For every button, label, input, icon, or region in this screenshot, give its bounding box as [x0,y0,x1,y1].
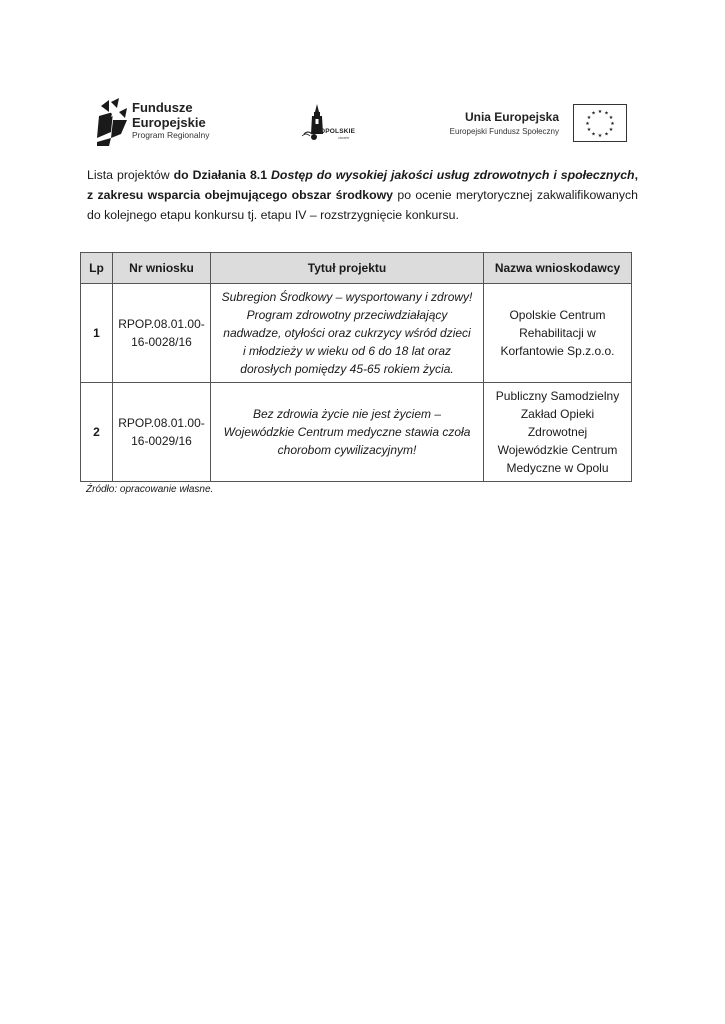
opolskie-logo-tagline: otwarte [338,136,350,140]
table-row [81,284,632,383]
cell-nr-line: RPOP.08.01.00- [118,416,205,430]
svg-text:★: ★ [597,109,603,115]
ue-logo-line1: Unia Europejska [464,110,559,124]
cell-applicant [484,284,632,383]
cell-applicant-line: Zakład Opieki [520,407,595,421]
fe-logo-line3: Program Regionalny [132,130,210,140]
cell-title-line: i młodzieży w wieku od 6 do 18 lat oraz [242,344,452,358]
svg-text:★: ★ [608,115,614,121]
svg-text:★: ★ [586,127,592,133]
cell-title-line: dorosłych pomiędzy 45-65 rokiem życia. [240,362,454,376]
opolskie-logo-name: OPOLSKIE [320,128,356,135]
ue-logo-line2: Europejski Fundusz Społeczny [449,127,559,136]
cell-title-line: Bez zdrowia życie nie jest życiem – [252,407,442,421]
fe-logo-line2: Europejskie [132,115,206,130]
cell-nr-line: 16-0028/16 [131,335,192,349]
cell-applicant-line: Zdrowotnej [527,425,588,439]
cell-nr [113,284,211,383]
eu-flag-icon [573,104,627,142]
cell-title [211,383,484,482]
cell-nr-line: 16-0029/16 [131,434,192,448]
opolskie-tower-logo-icon [300,104,370,144]
intro-comma: , [634,168,638,182]
table-header-row [81,253,632,284]
header-applicant: Nazwa wnioskodawcy [484,253,632,284]
cell-applicant-line: Publiczny Samodzielny [495,389,620,403]
cell-applicant [484,383,632,482]
cell-lp: 2 [81,383,113,482]
unia-europejska-logo [446,104,631,144]
cell-title-line: Program zdrowotny przeciwdziałający [246,308,448,322]
svg-text:★: ★ [591,110,596,117]
fundusze-europejskie-logo-icon [97,98,129,146]
intro-scope: z zakresu wsparcia obejmującego obszar środkowy [87,188,394,202]
opolskie-logo [300,104,370,144]
svg-text:★: ★ [610,121,615,127]
header-lp: Lp [81,253,113,284]
intro-text-2: po ocenie merytorycznej zakwalifikowanych do kolejnego etapu konkursu tj. etapu IV – rozstrzygnięcie konkursu. [87,188,638,222]
intro-text-1: Lista projektów [87,168,174,182]
fundusze-europejskie-logo [97,98,227,148]
svg-text:★: ★ [608,127,614,133]
cell-lp: 1 [81,284,113,383]
source-note: Źródło: opracowanie własne. [86,484,214,495]
svg-text:★: ★ [586,115,592,121]
cell-title-line: chorobom cywilizacyjnym! [277,443,417,457]
intro-action-number: do Działania 8.1 [173,168,272,182]
header-title: Tytuł projektu [211,253,484,284]
intro-action-title: Dostęp do wysokiej jakości usług zdrowotnych i społecznych [271,168,635,182]
intro-paragraph [87,165,638,225]
table-row [81,383,632,482]
projects-table [80,252,632,482]
cell-title [211,284,484,383]
cell-applicant-line: Medyczne w Opolu [506,461,609,475]
cell-applicant-line: Opolskie Centrum [509,308,606,322]
cell-nr-line: RPOP.08.01.00- [118,317,205,331]
svg-text:★: ★ [591,131,596,138]
cell-applicant-line: Wojewódzkie Centrum [497,443,618,457]
cell-applicant-line: Korfantowie Sp.z.o.o. [500,344,615,358]
svg-text:★: ★ [585,121,590,127]
svg-text:★: ★ [604,110,609,117]
fe-logo-line1: Fundusze [132,100,193,115]
cell-title-line: Subregion Środkowy – wysportowany i zdrowy! [221,290,473,304]
svg-text:★: ★ [604,131,609,138]
cell-nr [113,383,211,482]
cell-title-line: Wojewódzkie Centrum medyczne stawia czoła [223,425,471,439]
cell-applicant-line: Rehabilitacji w [519,326,596,340]
header-nr: Nr wniosku [113,253,211,284]
cell-title-line: nadwadze, otyłości oraz cukrzycy wśród dzieci [223,326,471,340]
svg-text:★: ★ [597,133,603,139]
